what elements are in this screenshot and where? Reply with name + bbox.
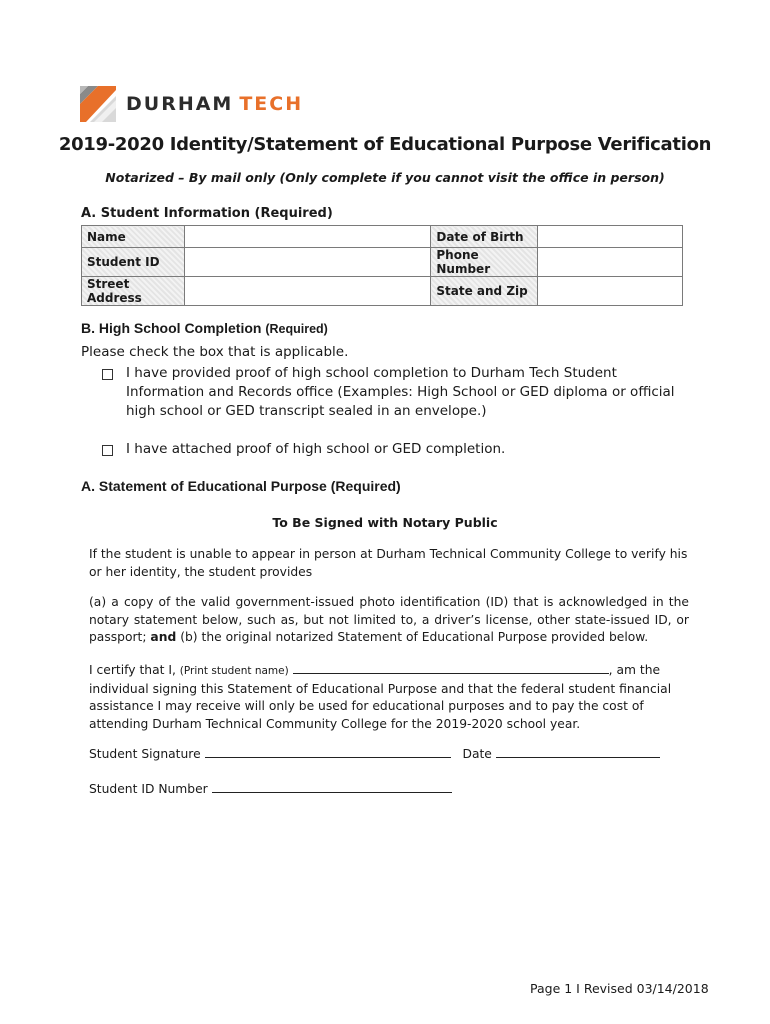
date-of-birth-label: Date of Birth [431,226,538,248]
logo-word-tech: TECH [239,93,304,115]
date-of-birth-field[interactable] [538,226,683,248]
state-zip-label: State and Zip [431,277,538,306]
certify-paragraph [89,661,689,733]
section-b-heading [81,320,328,336]
table-row [82,248,683,277]
intro-paragraph: If the student is unable to appear in person at Durham Technical Community College to verify his or her identity, the student provides [89,547,688,579]
requirements-paragraph [89,594,689,647]
hs-option-2-text: I have attached proof of high school or GED completion. [126,441,506,457]
certify-suffix: , am the [608,663,661,677]
certify-rest: individual signing this Statement of Educational Purpose and that the federal student financial assistance I may receive will only be used for educational purposes and to pay the cost of attending Durham Technical Community College for the 2019-2020 school year. [89,681,672,731]
section-b-required: (Required) [265,322,328,336]
student-info-table [81,225,683,306]
name-field[interactable] [184,226,430,248]
signature-line[interactable] [205,745,451,758]
logo-wordmark [126,93,303,115]
certify-print-hint: (Print student name) [179,665,289,677]
section-statement-heading: A. Statement of Educational Purpose (Required) [81,478,401,494]
notary-subheading: To Be Signed with Notary Public [272,515,498,530]
page-subtitle: Notarized – By mail only (Only complete if you cannot visit the office in person) [105,170,665,185]
requirements-part-a: (a) a copy of the valid government-issued photo identification (ID) that is acknowledged in the notary statement below, such as, but not limited to, a driver’s license, other state-issued ID, or passport; [89,595,689,644]
section-b-title: B. High School Completion [81,320,262,336]
street-address-label: Street Address [82,277,185,306]
phone-number-label: Phone Number [431,248,538,277]
requirements-part-b: (b) the original notarized Statement of Educational Purpose provided below. [176,630,649,644]
durham-tech-logo [80,86,304,124]
section-a-heading: A. Student Information (Required) [81,206,333,221]
checkbox-option-2[interactable] [102,445,113,456]
hs-option-2[interactable] [102,440,692,460]
date-label: Date [462,747,492,761]
name-label: Name [82,226,185,248]
street-address-field[interactable] [184,277,430,306]
student-id-field[interactable] [184,248,430,277]
logo-word-durham: DURHAM [126,93,234,115]
signature-row [89,745,689,764]
student-id-row [89,780,689,799]
print-name-line[interactable] [293,661,609,674]
student-id-label: Student ID [82,248,185,277]
table-row [82,277,683,306]
checkbox-option-1[interactable] [102,369,113,380]
date-line[interactable] [496,745,660,758]
student-id-number-label: Student ID Number [89,782,208,796]
certify-prefix: I certify that I, [89,663,180,677]
signature-label: Student Signature [89,747,201,761]
section-b-instruction: Please check the box that is applicable. [81,344,349,360]
table-row [82,226,683,248]
page-title: 2019-2020 Identity/Statement of Educational Purpose Verification [58,134,712,155]
hs-option-1[interactable] [102,364,692,424]
page-footer: Page 1 I Revised 03/14/2018 [530,981,709,996]
hs-option-1-text: I have provided proof of high school completion to Durham Tech Student Information and Records office (Examples: High School or GED diploma or official high school or GED transcript sealed in an envelope.) [126,365,675,419]
requirements-and: and [150,630,177,644]
student-id-number-line[interactable] [212,780,452,793]
phone-number-field[interactable] [538,248,683,277]
state-zip-field[interactable] [538,277,683,306]
durham-tech-logo-icon [80,86,116,122]
